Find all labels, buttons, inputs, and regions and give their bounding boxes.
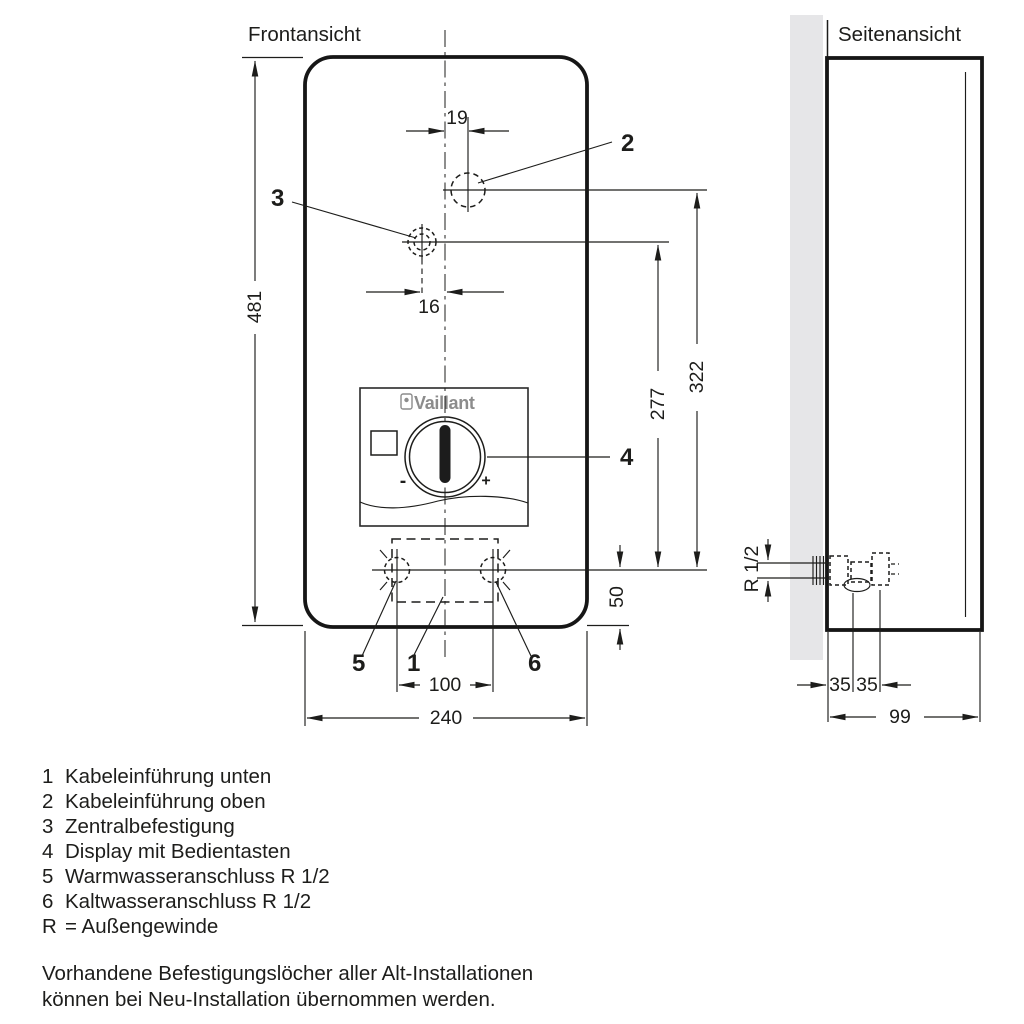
installation-note <box>42 961 533 1013</box>
dim-label-100: 100 <box>428 674 462 696</box>
legend-key: 6 <box>42 890 54 913</box>
dim-label-481: 481 <box>244 290 266 324</box>
legend-item <box>42 789 330 814</box>
legend-item <box>42 814 330 839</box>
legend-key: 5 <box>42 865 54 888</box>
note-line-2: können bei Neu-Installation übernommen werden. <box>42 988 496 1011</box>
callout-5: 5 <box>352 650 366 677</box>
brand-label: Vaillant <box>414 393 475 413</box>
knob-plus-label: + <box>481 472 491 490</box>
legend-item <box>42 864 330 889</box>
vaillant-logo-icon-dot <box>404 398 408 402</box>
dim-label-16: 16 <box>418 296 440 318</box>
legend-item <box>42 914 330 939</box>
dim-r12 <box>741 539 768 602</box>
legend-text: Display mit Bedientasten <box>65 840 291 863</box>
legend-key: 3 <box>42 815 54 838</box>
dim-label-35a: 35 <box>829 674 851 696</box>
dim-label-322: 322 <box>686 360 708 394</box>
dim-label-240: 240 <box>429 707 463 729</box>
legend-text: Warmwasseranschluss R 1/2 <box>65 865 330 888</box>
callout-1: 1 <box>407 650 421 677</box>
legend-text: Kabeleinführung unten <box>65 765 272 788</box>
legend-item <box>42 764 330 789</box>
legend-text: Zentralbefestigung <box>65 815 235 838</box>
dim-label-99: 99 <box>889 706 911 728</box>
legend-text: Kabeleinführung oben <box>65 790 266 813</box>
legend-key: 4 <box>42 840 54 863</box>
dim-label-277: 277 <box>647 387 669 421</box>
knob-minus-label: - <box>399 470 407 492</box>
note-line-1: Vorhandene Befestigungslöcher aller Alt-Installationen <box>42 962 534 985</box>
dim-100 <box>399 674 491 696</box>
legend-item <box>42 889 330 914</box>
dim-label-35b: 35 <box>856 674 878 696</box>
dim-277 <box>647 245 669 567</box>
side-view-title: Seitenansicht <box>838 23 962 46</box>
dim-label-50: 50 <box>606 586 628 608</box>
side-view <box>741 15 982 728</box>
legend-key: 1 <box>42 765 54 788</box>
legend-item <box>42 839 330 864</box>
callout-4: 4 <box>620 444 634 471</box>
side-body-outline <box>827 58 982 630</box>
front-view <box>242 23 708 729</box>
dim-label-r12: R 1/2 <box>741 545 763 593</box>
front-body-outline <box>305 57 587 627</box>
callout-3: 3 <box>271 185 285 212</box>
callout-6: 6 <box>528 650 542 677</box>
dim-322 <box>686 193 708 567</box>
legend <box>42 764 330 939</box>
legend-text: Kaltwasseranschluss R 1/2 <box>65 890 312 913</box>
legend-text: = Außengewinde <box>65 915 219 938</box>
dim-50 <box>587 545 629 650</box>
dim-481 <box>242 58 303 626</box>
callout-2: 2 <box>621 130 635 157</box>
front-view-title: Frontansicht <box>248 23 361 46</box>
legend-key: R <box>42 915 57 938</box>
dim-label-19: 19 <box>446 107 468 129</box>
legend-key: 2 <box>42 790 54 813</box>
